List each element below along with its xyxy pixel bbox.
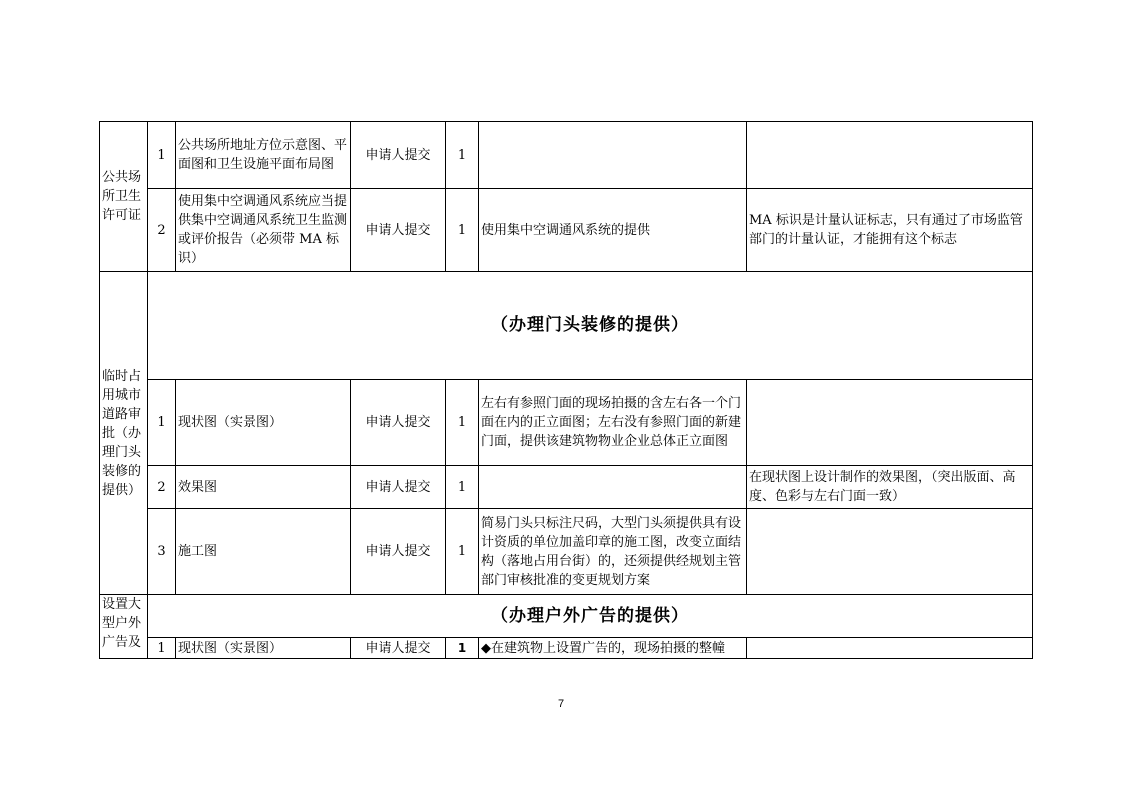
condition-cell: 简易门头只标注尺码，大型门头须提供具有设计资质的单位加盖印章的施工图，改变立面结构（落地占用台街）的，还须提供经规划主管部门审核批准的变更规划方案 <box>479 509 747 595</box>
row-number: 2 <box>148 466 176 509</box>
row-number: 1 <box>148 638 176 659</box>
page-number: 7 <box>557 698 565 710</box>
table-row <box>100 272 1033 380</box>
material-name: 现状图（实景图） <box>176 638 351 659</box>
section-title: （办理户外广告的提供） <box>148 595 1033 638</box>
source-cell: 申请人提交 <box>351 638 446 659</box>
note-cell <box>747 122 1033 189</box>
quantity-cell: 1 <box>446 466 479 509</box>
source-cell: 申请人提交 <box>351 380 446 466</box>
quantity-cell: 1 <box>446 122 479 189</box>
material-name: 现状图（实景图） <box>176 380 351 466</box>
row-number: 3 <box>148 509 176 595</box>
row-number: 2 <box>148 189 176 272</box>
row-number: 1 <box>148 380 176 466</box>
material-name: 效果图 <box>176 466 351 509</box>
quantity-cell: 1 <box>446 380 479 466</box>
condition-cell: 使用集中空调通风系统的提供 <box>479 189 747 272</box>
condition-cell <box>479 122 747 189</box>
condition-cell: ◆在建筑物上设置广告的，现场拍摄的整幢 <box>479 638 747 659</box>
table-row <box>100 509 1033 595</box>
table-row <box>100 380 1033 466</box>
source-cell: 申请人提交 <box>351 509 446 595</box>
note-cell <box>747 380 1033 466</box>
table-row <box>100 638 1033 659</box>
note-cell: 在现状图上设计制作的效果图，（突出版面、高度、色彩与左右门面一致） <box>747 466 1033 509</box>
material-name: 施工图 <box>176 509 351 595</box>
material-name: 公共场所地址方位示意图、平面图和卫生设施平面布局图 <box>176 122 351 189</box>
row-number: 1 <box>148 122 176 189</box>
note-cell <box>747 638 1033 659</box>
source-cell: 申请人提交 <box>351 189 446 272</box>
material-name: 使用集中空调通风系统应当提供集中空调通风系统卫生监测或评价报告（必须带 MA 标识） <box>176 189 351 272</box>
category-cell-ads: 设置大型户外广告及 <box>100 595 148 659</box>
table-row <box>100 466 1033 509</box>
table-row <box>100 595 1033 638</box>
condition-cell: 左右有参照门面的现场拍摄的含左右各一个门面在内的正立面图；左右没有参照门面的新建门面，提供该建筑物物业企业总体正立面图 <box>479 380 747 466</box>
condition-cell <box>479 466 747 509</box>
category-cell-hygiene: 公共场所卫生许可证 <box>100 122 148 272</box>
source-cell: 申请人提交 <box>351 122 446 189</box>
note-cell <box>747 509 1033 595</box>
table-row <box>100 122 1033 189</box>
note-cell: MA 标识是计量认证标志，只有通过了市场监管部门的计量认证，才能拥有这个标志 <box>747 189 1033 272</box>
quantity-cell: 1 <box>446 638 479 659</box>
quantity-cell: 1 <box>446 509 479 595</box>
section-title: （办理门头装修的提供） <box>148 272 1033 380</box>
materials-table <box>99 121 1033 659</box>
category-cell-road: 临时占用城市道路审批（办理门头装修的提供） <box>100 272 148 595</box>
table-row <box>100 189 1033 272</box>
quantity-cell: 1 <box>446 189 479 272</box>
source-cell: 申请人提交 <box>351 466 446 509</box>
